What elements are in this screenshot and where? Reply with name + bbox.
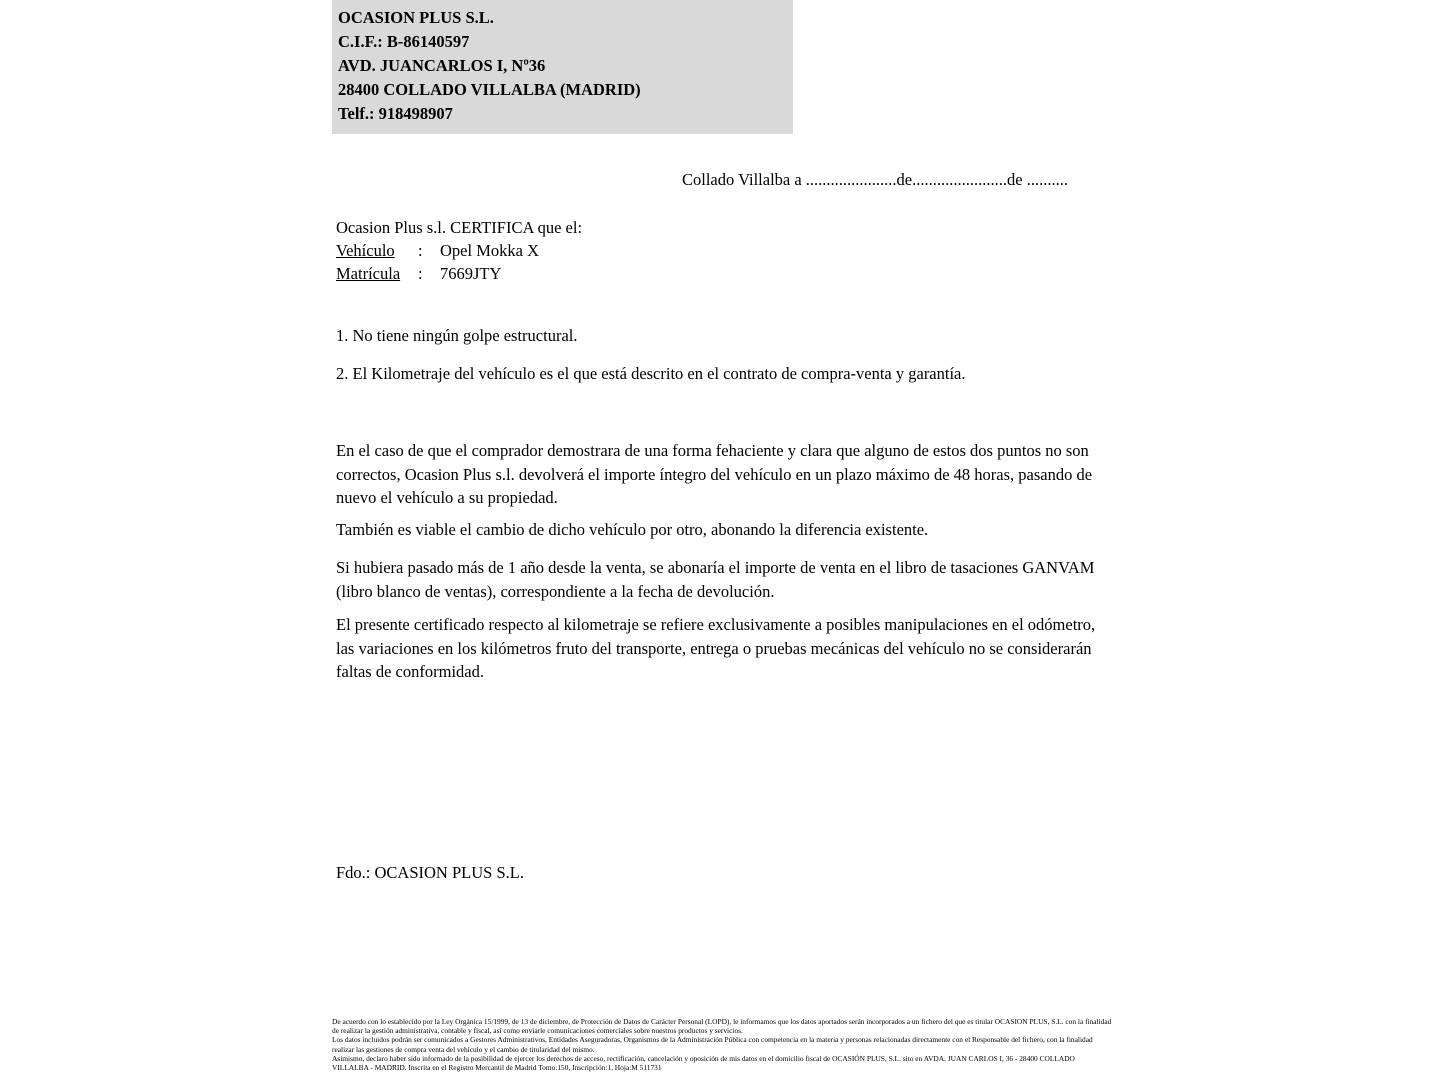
- date-line: Collado Villalba a ......................de.......................de ..........: [682, 170, 1068, 189]
- certification-block: [336, 216, 582, 285]
- letterhead-cif: C.I.F.: B-86140597: [338, 32, 470, 51]
- paragraph-odometer-scope: El presente certificado respecto al kilometraje se refiere exclusivamente a posibles manipulaciones en el odómetro, las variaciones en los kilómetros fruto del transporte, entrega o pruebas mecánicas del vehículo no se considerarán faltas de conformidad.: [336, 615, 1096, 681]
- vehicle-label: Vehículo: [336, 241, 395, 260]
- certification-heading: Ocasion Plus s.l. CERTIFICA que el:: [336, 218, 583, 237]
- vehicle-value: Opel Mokka X: [440, 241, 539, 260]
- point-item-2: 2. El Kilometraje del vehículo es el que está descrito en el contrato de compra-venta y garantía.: [336, 364, 966, 383]
- letterhead-phone: Telf.: 918498907: [338, 104, 453, 123]
- legal-paragraph-2: Los datos incluidos podrán ser comunicados a Gestores Administrativos, Entidades Aseguradoras, Organismos de la Administración Pública con competencia en la materia y personas relacionadas directamente con el Responsable del fichero, con la finalidad realizar las gestiones de compra venta del vehículo y el cambio de titularidad del mismo.: [332, 1035, 1093, 1054]
- plate-value: 7669JTY: [440, 264, 502, 283]
- plate-row: [336, 262, 582, 285]
- legal-paragraph-3: Asimismo, declaro haber sido informado de la posibilidad de ejercer los derechos de acceso, rectificación, cancelación y oposición de mis datos en el domicilio fiscal de OCASIÓN PLUS, S.L. sito en AVDA. JUAN CARLOS I, 36 - 28400 COLLADO VILLALBA - MADRID. Inscrita en el Registro Mercantil de Madrid Tomo:150, Inscripción:1, Hoja:M 511731: [332, 1053, 1075, 1073]
- letterhead-company-name: OCASION PLUS S.L.: [338, 8, 494, 27]
- plate-separator: :: [418, 264, 423, 283]
- legal-footer: [332, 1017, 1112, 1072]
- letterhead-city: 28400 COLLADO VILLALBA (MADRID): [338, 80, 641, 99]
- legal-paragraph-1: De acuerdo con lo establecido por la Ley Orgánica 15/1999, de 13 de diciembre, de Protección de Datos de Carácter Personal (LOPD), le informamos que los datos aportados serán incorporados a un fichero del que es titular OCASION PLUS, S.L. con la finalidad de realizar la gestión administrativa, contable y fiscal, así como enviarle comunicaciones comerciales sobre nuestros productos y servicios.: [332, 1017, 1112, 1036]
- vehicle-separator: :: [418, 241, 423, 260]
- point-item-1: 1. No tiene ningún golpe estructural.: [336, 326, 578, 345]
- vehicle-row: [336, 239, 582, 262]
- plate-label: Matrícula: [336, 264, 401, 283]
- paragraph-refund-terms: En el caso de que el comprador demostrara de una forma fehaciente y clara que alguno de estos dos puntos no son correctos, Ocasion Plus s.l. devolverá el importe íntegro del vehículo en un plazo máximo de 48 horas, pasando de nuevo el vehículo a su propiedad.: [336, 441, 1093, 507]
- signature-line: Fdo.: OCASION PLUS S.L.: [336, 863, 524, 882]
- letterhead-address: AVD. JUANCARLOS I, Nº36: [338, 56, 546, 75]
- paragraph-ganvam-valuation: Si hubiera pasado más de 1 año desde la venta, se abonaría el importe de venta en el libro de tasaciones GANVAM (libro blanco de ventas), correspondiente a la fecha de devolución.: [336, 558, 1095, 601]
- paragraph-exchange-option: También es viable el cambio de dicho vehículo por otro, abonando la diferencia existente.: [336, 520, 929, 539]
- letterhead-block: [332, 0, 793, 134]
